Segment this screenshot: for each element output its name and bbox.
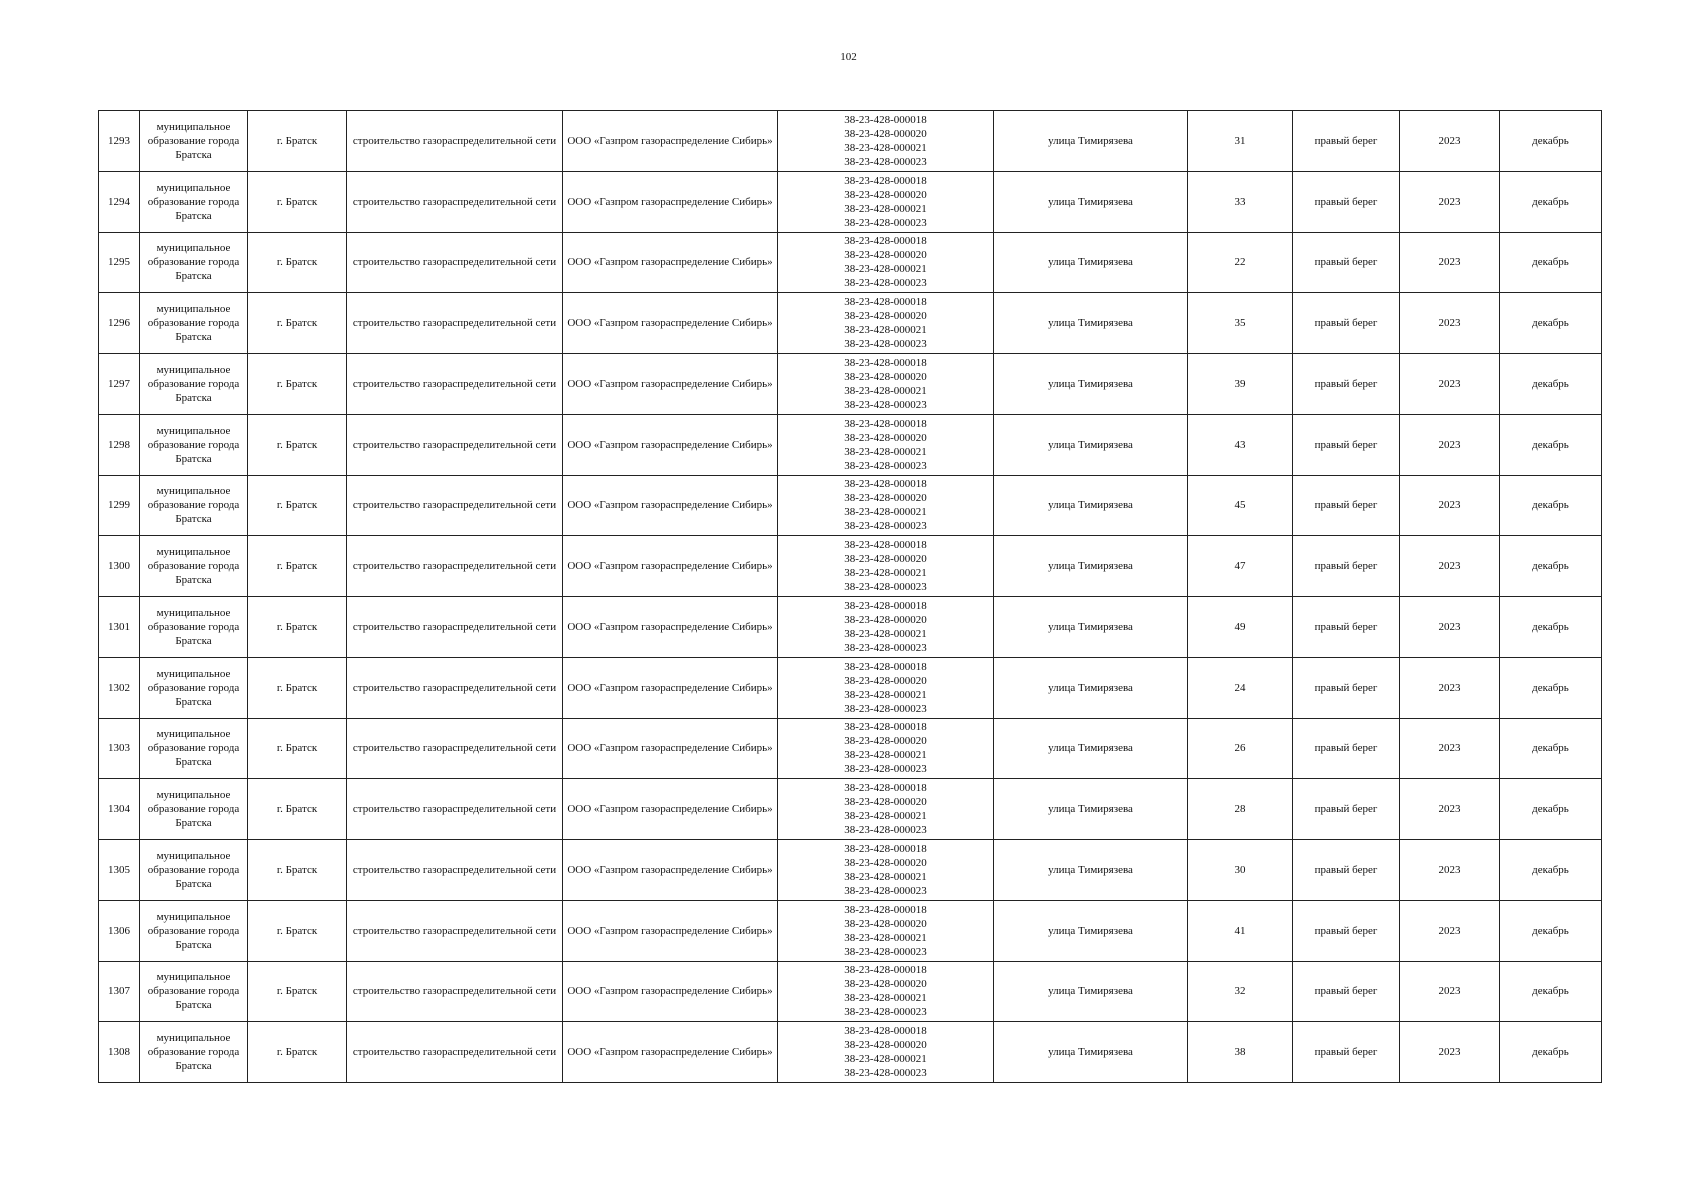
municipality-cell: муниципальное образование города Братска [140,293,248,354]
river-bank-cell: правый берег [1293,414,1400,475]
cadastral-code: 38-23-428-000023 [844,945,927,958]
organization-cell: ООО «Газпром газораспределение Сибирь» [563,293,778,354]
table-row [99,718,1602,779]
cadastral-codes-cell [778,961,994,1022]
table-row [99,293,1602,354]
organization-cell: ООО «Газпром газораспределение Сибирь» [563,961,778,1022]
municipality-cell: муниципальное образование города Братска [140,232,248,293]
work-type-cell: строительство газораспределительной сети [347,718,563,779]
month-cell: декабрь [1500,354,1602,415]
cadastral-code: 38-23-428-000023 [844,1067,927,1080]
river-bank-cell: правый берег [1293,536,1400,597]
table-row [99,171,1602,232]
city-cell: г. Братск [248,475,347,536]
cadastral-code: 38-23-428-000021 [844,870,927,883]
year-cell: 2023 [1400,354,1500,415]
river-bank-cell: правый берег [1293,111,1400,172]
cadastral-code: 38-23-428-000018 [844,417,927,430]
municipality-cell: муниципальное образование города Братска [140,779,248,840]
street-cell: улица Тимирязева [994,171,1188,232]
row-number: 1298 [99,414,140,475]
street-cell: улица Тимирязева [994,840,1188,901]
month-cell: декабрь [1500,900,1602,961]
cadastral-codes-cell [778,718,994,779]
month-cell: декабрь [1500,232,1602,293]
year-cell: 2023 [1400,718,1500,779]
cadastral-codes-cell [778,900,994,961]
work-type-cell: строительство газораспределительной сети [347,1022,563,1083]
cadastral-codes-cell [778,536,994,597]
cadastral-code: 38-23-428-000023 [844,641,927,654]
work-type-cell: строительство газораспределительной сети [347,779,563,840]
river-bank-cell: правый берег [1293,840,1400,901]
month-cell: декабрь [1500,840,1602,901]
cadastral-code: 38-23-428-000018 [844,660,927,673]
work-type-cell: строительство газораспределительной сети [347,840,563,901]
house-number-cell: 35 [1188,293,1293,354]
cadastral-code: 38-23-428-000020 [844,917,927,930]
year-cell: 2023 [1400,840,1500,901]
cadastral-code: 38-23-428-000023 [844,155,927,168]
municipality-cell: муниципальное образование города Братска [140,961,248,1022]
city-cell: г. Братск [248,414,347,475]
row-number: 1308 [99,1022,140,1083]
cadastral-code: 38-23-428-000023 [844,216,927,229]
cadastral-code: 38-23-428-000023 [844,824,927,837]
row-number: 1294 [99,171,140,232]
page-number: 102 [840,51,857,63]
row-number: 1293 [99,111,140,172]
street-cell: улица Тимирязева [994,293,1188,354]
cadastral-code: 38-23-428-000020 [844,310,927,323]
cadastral-code: 38-23-428-000018 [844,721,927,734]
cadastral-code: 38-23-428-000018 [844,782,927,795]
work-type-cell: строительство газораспределительной сети [347,414,563,475]
city-cell: г. Братск [248,961,347,1022]
work-type-cell: строительство газораспределительной сети [347,475,563,536]
cadastral-code: 38-23-428-000023 [844,338,927,351]
year-cell: 2023 [1400,900,1500,961]
table-row [99,840,1602,901]
organization-cell: ООО «Газпром газораспределение Сибирь» [563,232,778,293]
month-cell: декабрь [1500,475,1602,536]
organization-cell: ООО «Газпром газораспределение Сибирь» [563,840,778,901]
house-number-cell: 26 [1188,718,1293,779]
year-cell: 2023 [1400,414,1500,475]
street-cell: улица Тимирязева [994,900,1188,961]
house-number-cell: 32 [1188,961,1293,1022]
organization-cell: ООО «Газпром газораспределение Сибирь» [563,171,778,232]
river-bank-cell: правый берег [1293,293,1400,354]
cadastral-codes-cell [778,111,994,172]
cadastral-code: 38-23-428-000021 [844,384,927,397]
city-cell: г. Братск [248,354,347,415]
work-type-cell: строительство газораспределительной сети [347,597,563,658]
cadastral-code: 38-23-428-000020 [844,249,927,262]
street-cell: улица Тимирязева [994,718,1188,779]
organization-cell: ООО «Газпром газораспределение Сибирь» [563,354,778,415]
row-number: 1302 [99,657,140,718]
street-cell: улица Тимирязева [994,414,1188,475]
river-bank-cell: правый берег [1293,354,1400,415]
cadastral-code: 38-23-428-000023 [844,581,927,594]
cadastral-code: 38-23-428-000021 [844,324,927,337]
city-cell: г. Братск [248,293,347,354]
house-number-cell: 38 [1188,1022,1293,1083]
organization-cell: ООО «Газпром газораспределение Сибирь» [563,718,778,779]
city-cell: г. Братск [248,111,347,172]
work-type-cell: строительство газораспределительной сети [347,171,563,232]
cadastral-code: 38-23-428-000020 [844,674,927,687]
cadastral-code: 38-23-428-000021 [844,688,927,701]
cadastral-codes-cell [778,1022,994,1083]
street-cell: улица Тимирязева [994,657,1188,718]
row-number: 1301 [99,597,140,658]
street-cell: улица Тимирязева [994,961,1188,1022]
river-bank-cell: правый берег [1293,961,1400,1022]
cadastral-code: 38-23-428-000023 [844,398,927,411]
cadastral-code: 38-23-428-000021 [844,810,927,823]
cadastral-code: 38-23-428-000020 [844,431,927,444]
organization-cell: ООО «Газпром газораспределение Сибирь» [563,414,778,475]
row-number: 1304 [99,779,140,840]
table-row [99,414,1602,475]
work-type-cell: строительство газораспределительной сети [347,293,563,354]
cadastral-code: 38-23-428-000021 [844,263,927,276]
street-cell: улица Тимирязева [994,536,1188,597]
year-cell: 2023 [1400,597,1500,658]
year-cell: 2023 [1400,293,1500,354]
table-row [99,597,1602,658]
city-cell: г. Братск [248,232,347,293]
municipality-cell: муниципальное образование города Братска [140,475,248,536]
cadastral-code: 38-23-428-000018 [844,296,927,309]
year-cell: 2023 [1400,232,1500,293]
table-row [99,961,1602,1022]
house-number-cell: 28 [1188,779,1293,840]
month-cell: декабрь [1500,657,1602,718]
row-number: 1296 [99,293,140,354]
year-cell: 2023 [1400,536,1500,597]
house-number-cell: 39 [1188,354,1293,415]
row-number: 1297 [99,354,140,415]
city-cell: г. Братск [248,171,347,232]
month-cell: декабрь [1500,597,1602,658]
city-cell: г. Братск [248,779,347,840]
work-type-cell: строительство газораспределительной сети [347,232,563,293]
cadastral-codes-cell [778,171,994,232]
municipality-cell: муниципальное образование города Братска [140,536,248,597]
row-number: 1307 [99,961,140,1022]
cadastral-code: 38-23-428-000020 [844,978,927,991]
river-bank-cell: правый берег [1293,171,1400,232]
organization-cell: ООО «Газпром газораспределение Сибирь» [563,657,778,718]
registry-body [99,111,1602,1083]
municipality-cell: муниципальное образование города Братска [140,840,248,901]
table-row [99,475,1602,536]
city-cell: г. Братск [248,718,347,779]
cadastral-code: 38-23-428-000018 [844,235,927,248]
cadastral-code: 38-23-428-000020 [844,370,927,383]
municipality-cell: муниципальное образование города Братска [140,354,248,415]
cadastral-code: 38-23-428-000023 [844,702,927,715]
month-cell: декабрь [1500,171,1602,232]
city-cell: г. Братск [248,1022,347,1083]
work-type-cell: строительство газораспределительной сети [347,657,563,718]
cadastral-code: 38-23-428-000018 [844,842,927,855]
municipality-cell: муниципальное образование города Братска [140,414,248,475]
organization-cell: ООО «Газпром газораспределение Сибирь» [563,475,778,536]
year-cell: 2023 [1400,1022,1500,1083]
city-cell: г. Братск [248,597,347,658]
cadastral-code: 38-23-428-000020 [844,856,927,869]
river-bank-cell: правый берег [1293,657,1400,718]
cadastral-code: 38-23-428-000020 [844,735,927,748]
table-row [99,536,1602,597]
cadastral-code: 38-23-428-000018 [844,174,927,187]
municipality-cell: муниципальное образование города Братска [140,111,248,172]
city-cell: г. Братск [248,840,347,901]
street-cell: улица Тимирязева [994,354,1188,415]
cadastral-codes-cell [778,293,994,354]
city-cell: г. Братск [248,536,347,597]
river-bank-cell: правый берег [1293,779,1400,840]
table-row [99,354,1602,415]
month-cell: декабрь [1500,536,1602,597]
municipality-cell: муниципальное образование города Братска [140,900,248,961]
street-cell: улица Тимирязева [994,597,1188,658]
month-cell: декабрь [1500,718,1602,779]
year-cell: 2023 [1400,657,1500,718]
cadastral-code: 38-23-428-000023 [844,277,927,290]
house-number-cell: 45 [1188,475,1293,536]
table-row [99,657,1602,718]
cadastral-code: 38-23-428-000018 [844,356,927,369]
cadastral-code: 38-23-428-000023 [844,520,927,533]
cadastral-code: 38-23-428-000018 [844,599,927,612]
month-cell: декабрь [1500,293,1602,354]
row-number: 1305 [99,840,140,901]
house-number-cell: 31 [1188,111,1293,172]
river-bank-cell: правый берег [1293,900,1400,961]
cadastral-code: 38-23-428-000020 [844,553,927,566]
table-row [99,1022,1602,1083]
river-bank-cell: правый берег [1293,1022,1400,1083]
house-number-cell: 43 [1188,414,1293,475]
year-cell: 2023 [1400,475,1500,536]
organization-cell: ООО «Газпром газораспределение Сибирь» [563,900,778,961]
cadastral-code: 38-23-428-000018 [844,1025,927,1038]
street-cell: улица Тимирязева [994,1022,1188,1083]
cadastral-code: 38-23-428-000021 [844,931,927,944]
row-number: 1295 [99,232,140,293]
work-type-cell: строительство газораспределительной сети [347,111,563,172]
cadastral-code: 38-23-428-000021 [844,202,927,215]
cadastral-code: 38-23-428-000018 [844,478,927,491]
cadastral-codes-cell [778,475,994,536]
cadastral-code: 38-23-428-000023 [844,884,927,897]
year-cell: 2023 [1400,111,1500,172]
cadastral-code: 38-23-428-000021 [844,506,927,519]
cadastral-code: 38-23-428-000020 [844,796,927,809]
cadastral-code: 38-23-428-000018 [844,964,927,977]
row-number: 1300 [99,536,140,597]
cadastral-codes-cell [778,840,994,901]
cadastral-code: 38-23-428-000021 [844,445,927,458]
table-row [99,779,1602,840]
cadastral-codes-cell [778,354,994,415]
month-cell: декабрь [1500,779,1602,840]
organization-cell: ООО «Газпром газораспределение Сибирь» [563,779,778,840]
street-cell: улица Тимирязева [994,232,1188,293]
cadastral-code: 38-23-428-000018 [844,903,927,916]
house-number-cell: 30 [1188,840,1293,901]
river-bank-cell: правый берег [1293,232,1400,293]
cadastral-codes-cell [778,779,994,840]
table-row [99,900,1602,961]
cadastral-code: 38-23-428-000021 [844,567,927,580]
municipality-cell: муниципальное образование города Братска [140,1022,248,1083]
cadastral-codes-cell [778,597,994,658]
cadastral-code: 38-23-428-000021 [844,749,927,762]
river-bank-cell: правый берег [1293,475,1400,536]
cadastral-code: 38-23-428-000021 [844,992,927,1005]
cadastral-code: 38-23-428-000020 [844,127,927,140]
cadastral-code: 38-23-428-000018 [844,539,927,552]
cadastral-code: 38-23-428-000021 [844,141,927,154]
municipality-cell: муниципальное образование города Братска [140,171,248,232]
house-number-cell: 41 [1188,900,1293,961]
table-row [99,111,1602,172]
street-cell: улица Тимирязева [994,779,1188,840]
city-cell: г. Братск [248,900,347,961]
work-type-cell: строительство газораспределительной сети [347,961,563,1022]
cadastral-codes-cell [778,232,994,293]
cadastral-code: 38-23-428-000023 [844,459,927,472]
registry-table [98,110,1602,1083]
month-cell: декабрь [1500,414,1602,475]
organization-cell: ООО «Газпром газораспределение Сибирь» [563,536,778,597]
river-bank-cell: правый берег [1293,597,1400,658]
cadastral-code: 38-23-428-000020 [844,492,927,505]
cadastral-code: 38-23-428-000020 [844,188,927,201]
organization-cell: ООО «Газпром газораспределение Сибирь» [563,111,778,172]
year-cell: 2023 [1400,961,1500,1022]
month-cell: декабрь [1500,961,1602,1022]
month-cell: декабрь [1500,111,1602,172]
municipality-cell: муниципальное образование города Братска [140,718,248,779]
row-number: 1306 [99,900,140,961]
organization-cell: ООО «Газпром газораспределение Сибирь» [563,1022,778,1083]
house-number-cell: 47 [1188,536,1293,597]
row-number: 1303 [99,718,140,779]
house-number-cell: 24 [1188,657,1293,718]
street-cell: улица Тимирязева [994,111,1188,172]
year-cell: 2023 [1400,171,1500,232]
table-row [99,232,1602,293]
municipality-cell: муниципальное образование города Братска [140,597,248,658]
municipality-cell: муниципальное образование города Братска [140,657,248,718]
house-number-cell: 22 [1188,232,1293,293]
river-bank-cell: правый берег [1293,718,1400,779]
cadastral-code: 38-23-428-000020 [844,613,927,626]
house-number-cell: 33 [1188,171,1293,232]
month-cell: декабрь [1500,1022,1602,1083]
cadastral-codes-cell [778,657,994,718]
cadastral-codes-cell [778,414,994,475]
cadastral-code: 38-23-428-000023 [844,1006,927,1019]
cadastral-code: 38-23-428-000023 [844,763,927,776]
street-cell: улица Тимирязева [994,475,1188,536]
city-cell: г. Братск [248,657,347,718]
work-type-cell: строительство газораспределительной сети [347,354,563,415]
house-number-cell: 49 [1188,597,1293,658]
cadastral-code: 38-23-428-000020 [844,1039,927,1052]
work-type-cell: строительство газораспределительной сети [347,900,563,961]
cadastral-code: 38-23-428-000021 [844,1053,927,1066]
year-cell: 2023 [1400,779,1500,840]
cadastral-code: 38-23-428-000018 [844,113,927,126]
row-number: 1299 [99,475,140,536]
work-type-cell: строительство газораспределительной сети [347,536,563,597]
organization-cell: ООО «Газпром газораспределение Сибирь» [563,597,778,658]
cadastral-code: 38-23-428-000021 [844,627,927,640]
